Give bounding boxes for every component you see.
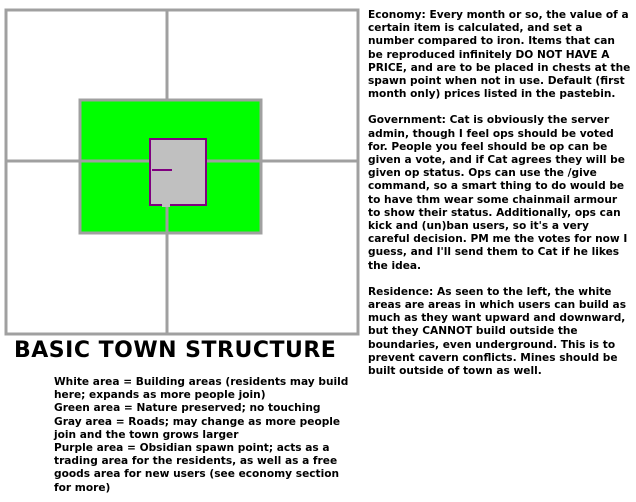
diagram-title: BASIC TOWN STRUCTURE: [14, 338, 337, 363]
legend-white-area: White area = Building areas (residents may build here; expands as more people join): [54, 376, 349, 402]
legend: [54, 376, 354, 495]
legend-purple-area: Purple area = Obsidian spawn point; acts as a trading area for the residents, as well as a free goods area for new users (see economy section for more): [54, 442, 340, 494]
residence-heading: Residence:: [368, 285, 434, 298]
government-heading: Government:: [368, 114, 446, 127]
section-residence: [368, 286, 632, 378]
residence-body: As seen to the left, the white areas are areas in which users can build as much as they want upward and downward, but they CANNOT build outside the boundaries, even underground. This is to prevent cavern conflicts. Mines should be built outside of town as well.: [368, 285, 627, 378]
section-economy: [368, 9, 632, 101]
economy-body: Every month or so, the value of a certain item is calculated, and set a number compared to iron. Items that can be reproduced infinitely DO NOT HAVE A PRICE, and are to be placed in chests at the spawn point when not in use. Default (first month only) prices listed in the pastebin.: [368, 9, 631, 101]
legend-gray-area: Gray area = Roads; may change as more people join and the town grows larger: [54, 415, 341, 441]
legend-green-area: Green area = Nature preserved; no touching: [54, 402, 321, 415]
government-body: Cat is obviously the server admin, though I feel ops should be voted for. People you feel should be op can be given a vote, and if Cat agrees they will be given op status. Ops can use the /give command, so a smart thing to do would be to have thm wear some chainmail armour to show their status. Additionally, ops can kick and (un)ban users, so it's a very careful decision. PM me the votes for now I guess, and I'll send them to Cat if he likes the idea.: [368, 114, 628, 272]
economy-heading: Economy:: [368, 9, 426, 21]
spawn-entrance: [162, 203, 170, 207]
rules-text: [368, 9, 632, 391]
spawn-point: [150, 139, 206, 205]
section-government: [368, 114, 632, 272]
